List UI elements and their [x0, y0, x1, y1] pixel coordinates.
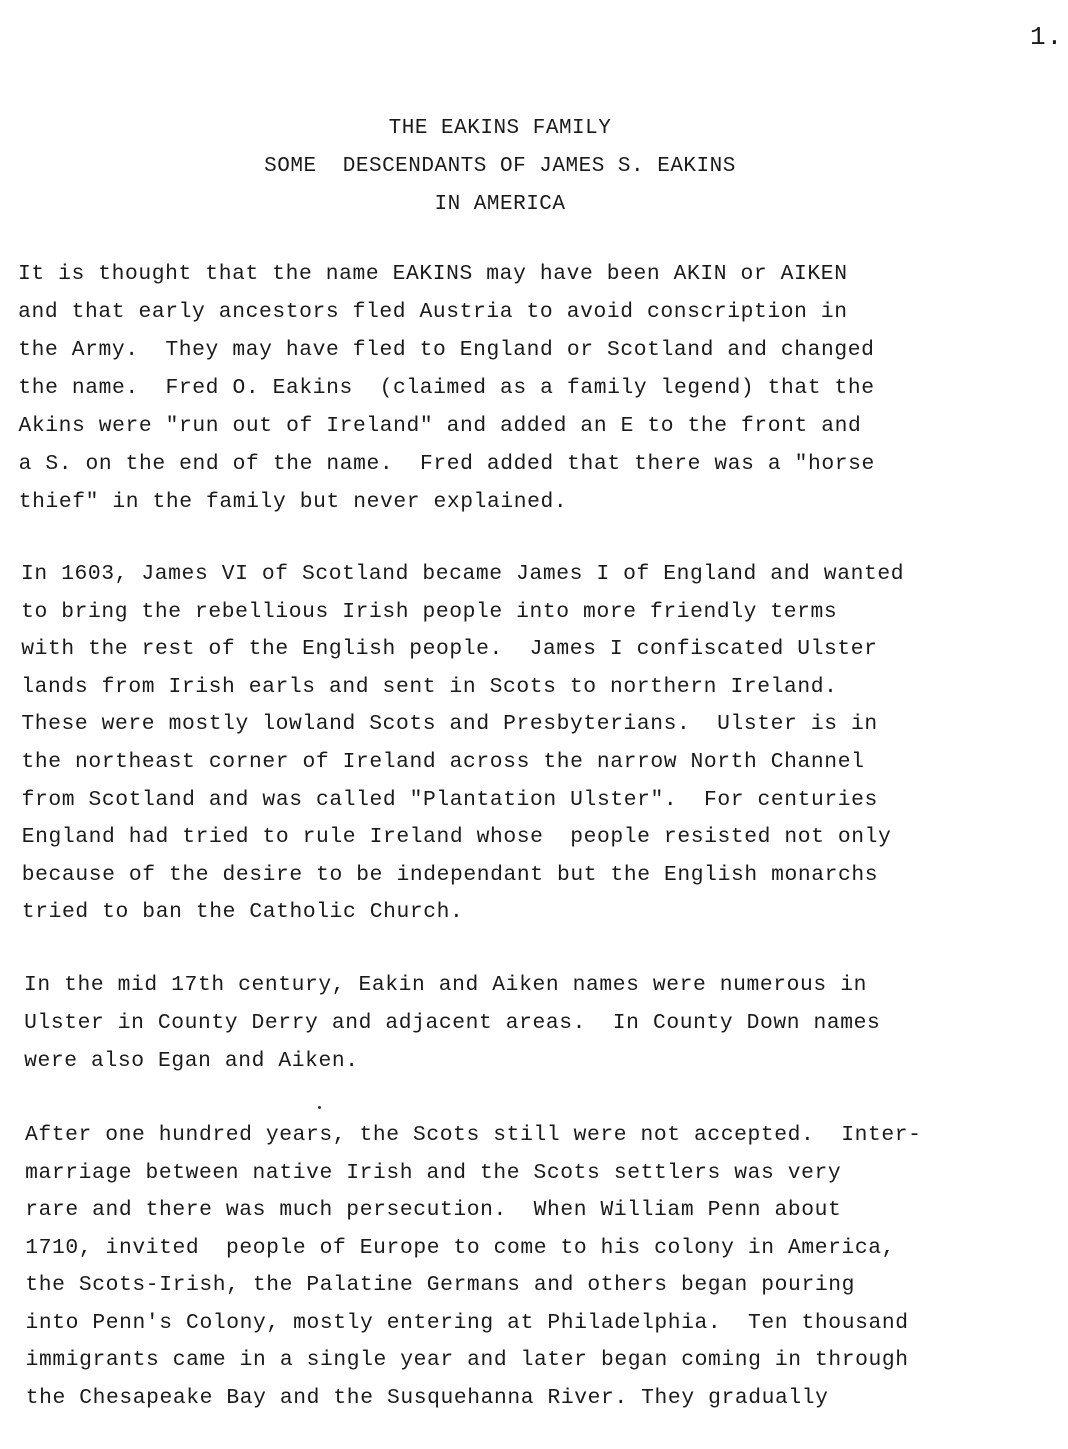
paragraph-line: In 1603, James VI of Scotland became James I of England and wanted: [21, 562, 905, 586]
paragraph-line: because of the desire to be independant but the English monarchs: [21, 862, 879, 887]
ink-speck: [318, 1106, 321, 1109]
paragraph-line: the name. Fred O. Eakins (claimed as a family legend) that the: [18, 376, 875, 400]
page-number: 1.: [1030, 22, 1064, 52]
paragraph-line: into Penn's Colony, mostly entering at Philadelphia. Ten thousand: [25, 1310, 909, 1335]
paragraph-line: and that early ancestors fled Austria to avoid conscription in: [18, 300, 848, 324]
paragraph-line: a S. on the end of the name. Fred added that there was a "horse: [18, 452, 875, 476]
paragraph-line: After one hundred years, the Scots still were not accepted. Inter-: [25, 1123, 922, 1147]
paragraph-line: It is thought that the name EAKINS may have been AKIN or AIKEN: [18, 262, 848, 286]
title-line-3: IN AMERICA: [434, 193, 566, 216]
paragraph-line: to bring the rebellious Irish people into more friendly terms: [21, 599, 838, 624]
paragraph-line: the northeast corner of Ireland across the narrow North Channel: [21, 750, 865, 774]
paragraph-line: rare and there was much persecution. When William Penn about: [25, 1198, 842, 1222]
paragraph-line: the Chesapeake Bay and the Susquehanna River. They gradually: [25, 1385, 829, 1410]
paragraph-line: thief" in the family but never explained.: [18, 490, 568, 514]
paragraph-line: Ulster in County Derry and adjacent areas. In County Down names: [24, 1011, 881, 1035]
paragraph-line: with the rest of the English people. James I confiscated Ulster: [21, 637, 878, 662]
paragraph-line: from Scotland and was called "Plantation Ulster". For centuries: [21, 787, 878, 812]
title-line-1: THE EAKINS FAMILY: [388, 117, 612, 140]
paragraph-line: marriage between native Irish and the Scots settlers was very: [25, 1160, 842, 1185]
paragraph-line: These were mostly lowland Scots and Presbyterians. Ulster is in: [21, 712, 878, 737]
paragraph-line: England had tried to rule Ireland whose people resisted not only: [21, 825, 892, 850]
document-title: [0, 110, 1000, 224]
paragraph-line: were also Egan and Aiken.: [24, 1049, 359, 1073]
paragraph-line: the Scots-Irish, the Palatine Germans and others began pouring: [25, 1273, 855, 1297]
paragraph-line: tried to ban the Catholic Church.: [21, 900, 464, 925]
paragraph-line: immigrants came in a single year and later began coming in through: [25, 1348, 909, 1372]
paragraph-line: Akins were "run out of Ireland" and added an E to the front and: [18, 414, 862, 438]
paragraph-line: the Army. They may have fled to England or Scotland and changed: [18, 338, 875, 362]
paragraph-line: lands from Irish earls and sent in Scots to northern Ireland.: [21, 674, 838, 699]
title-line-2: SOME DESCENDANTS OF JAMES S. EAKINS: [264, 155, 736, 178]
paragraph-line: In the mid 17th century, Eakin and Aiken names were numerous in: [24, 973, 867, 997]
paragraph-line: 1710, invited people of Europe to come to his colony in America,: [25, 1235, 896, 1260]
